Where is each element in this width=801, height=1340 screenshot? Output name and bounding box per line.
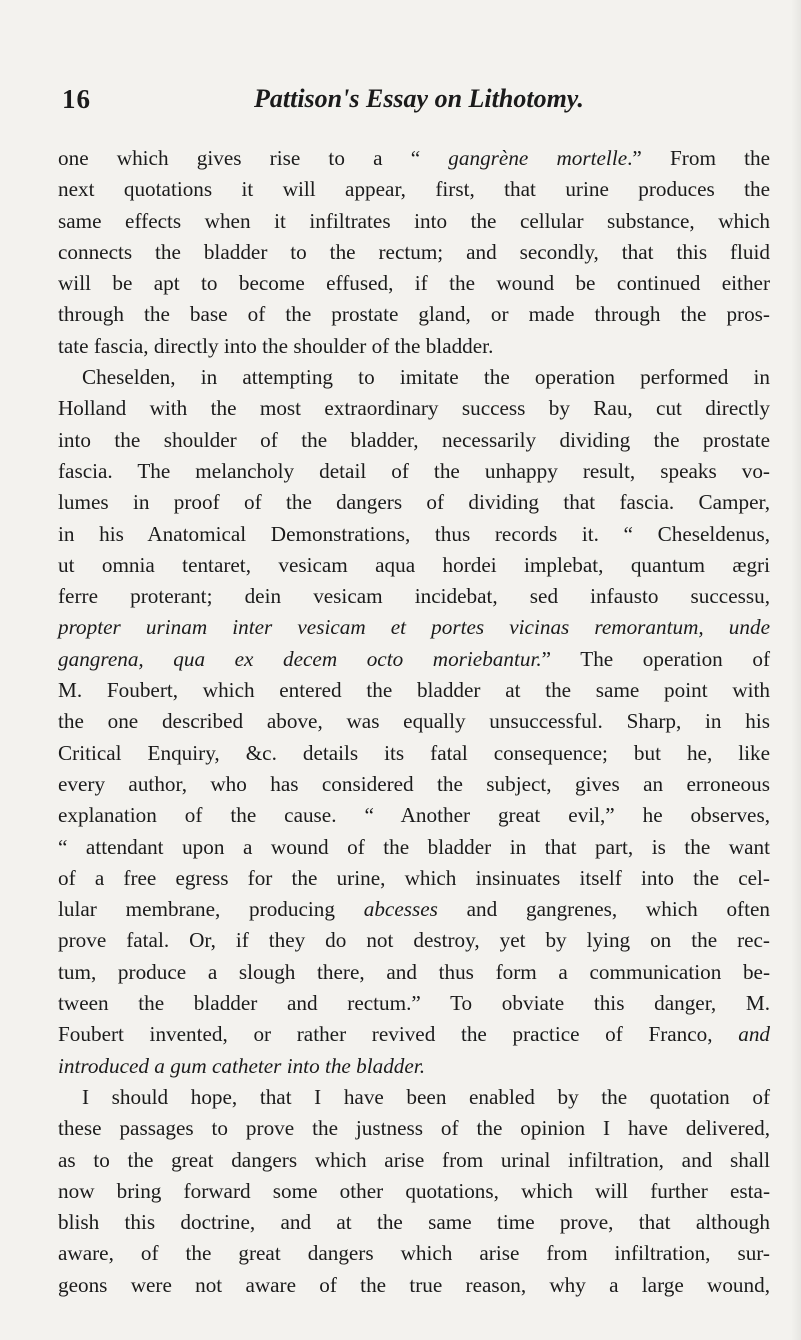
text-line: ferre proterant; dein vesicam incidebat, sed infausto successu, bbox=[58, 584, 770, 609]
text-line: through the base of the prostate gland, or made through the pros- bbox=[58, 302, 770, 327]
text-line: next quotations it will appear, first, that urine produces the bbox=[58, 177, 770, 202]
page-number: 16 bbox=[62, 84, 91, 114]
text-line: as to the great dangers which arise from urinal infiltration, and shall bbox=[58, 1147, 770, 1172]
text-line: Foubert invented, or rather revived the practice of Franco, and bbox=[58, 1022, 770, 1047]
running-title: Pattison's Essay on Lithotomy. bbox=[254, 84, 584, 113]
text-line: introduced a gum catheter into the bladder. bbox=[58, 1053, 425, 1078]
text-line: explanation of the cause. “ Another great evil,” he observes, bbox=[58, 803, 770, 828]
text-line: Holland with the most extraordinary success by Rau, cut directly bbox=[58, 396, 770, 421]
body-text bbox=[58, 143, 770, 1301]
text-line: geons were not aware of the true reason, why a large wound, bbox=[58, 1272, 770, 1297]
text-line: lular membrane, producing abcesses and gangrenes, which often bbox=[58, 897, 770, 922]
text-line: I should hope, that I have been enabled by the quotation of bbox=[82, 1084, 770, 1109]
text-line: tween the bladder and rectum.” To obviate this danger, M. bbox=[58, 991, 770, 1016]
text-line: ut omnia tentaret, vesicam aqua hordei implebat, quantum ægri bbox=[58, 552, 770, 577]
text-line: gangrena, qua ex decem octo moriebantur.” The operation of bbox=[58, 646, 771, 671]
text-line: connects the bladder to the rectum; and secondly, that this fluid bbox=[58, 239, 770, 264]
page-edge-shadow bbox=[791, 0, 801, 1340]
text-line: of a free egress for the urine, which insinuates itself into the cel- bbox=[58, 865, 770, 890]
text-line: one which gives rise to a “ gangrène mortelle.” From the bbox=[58, 146, 770, 170]
text-line: blish this doctrine, and at the same time prove, that although bbox=[58, 1210, 770, 1235]
text-line: Critical Enquiry, &c. details its fatal consequence; but he, like bbox=[58, 740, 770, 765]
text-line: will be apt to become effused, if the wound be continued either bbox=[58, 271, 770, 296]
text-line: M. Foubert, which entered the bladder at the same point with bbox=[58, 678, 770, 703]
text-line: “ attendant upon a wound of the bladder in that part, is the want bbox=[58, 834, 770, 859]
text-line: Cheselden, in attempting to imitate the operation performed in bbox=[82, 365, 770, 390]
text-line: lumes in proof of the dangers of dividing that fascia. Camper, bbox=[58, 490, 770, 515]
text-line: propter urinam inter vesicam et portes vicinas remorantum, unde bbox=[58, 615, 770, 640]
text-line: every author, who has considered the subject, gives an erroneous bbox=[58, 771, 770, 796]
text-line: these passages to prove the justness of the opinion I have delivered, bbox=[58, 1116, 770, 1141]
text-line: aware, of the great dangers which arise from infiltration, sur- bbox=[58, 1241, 770, 1266]
text-line: tum, produce a slough there, and thus form a communication be- bbox=[58, 959, 770, 984]
text-line: now bring forward some other quotations, which will further esta- bbox=[58, 1178, 770, 1203]
text-line: the one described above, was equally unsuccessful. Sharp, in his bbox=[58, 709, 770, 734]
text-line: fascia. The melancholy detail of the unhappy result, speaks vo- bbox=[58, 458, 770, 483]
text-line: prove fatal. Or, if they do not destroy, yet by lying on the rec- bbox=[58, 928, 770, 953]
text-line: same effects when it infiltrates into the cellular substance, which bbox=[58, 208, 770, 233]
text-line: into the shoulder of the bladder, necessarily dividing the prostate bbox=[58, 427, 770, 452]
text-line: tate fascia, directly into the shoulder of the bladder. bbox=[58, 333, 494, 358]
running-head bbox=[62, 84, 762, 120]
text-line: in his Anatomical Demonstrations, thus records it. “ Cheseldenus, bbox=[58, 521, 770, 546]
